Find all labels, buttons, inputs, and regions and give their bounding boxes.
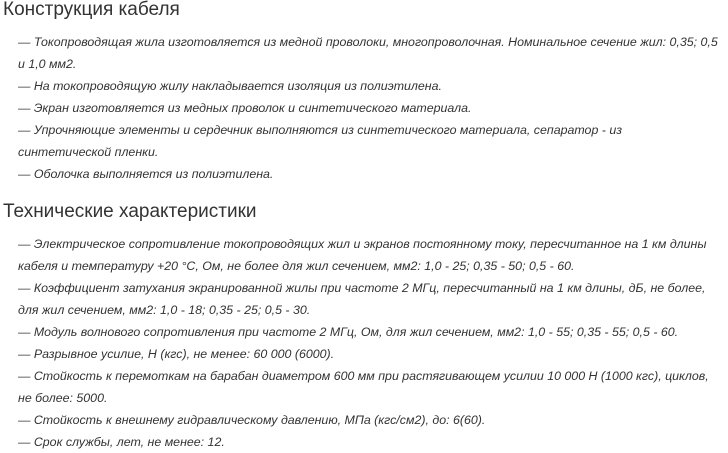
list-item: — На токопроводящую жилу накладывается изоляция из полиэтилена. — [18, 79, 442, 93]
list-item: — Стойкость к внешнему гидравлическому давлению, МПа (кгс/см2), до: 6(60). — [18, 413, 486, 427]
list-item: — Электрическое сопротивление токопроводящих жил и экранов постоянному току, пересчитанное на 1 км длины кабеля и температуру +20 °С, Ом, не более для жил сечением, мм2: 1,0 - 25; 0,35 - 50; 0,5 - 60. — [18, 237, 707, 273]
list-item: — Упрочняющие элементы и сердечник выполняются из синтетического материала, сепаратор - из синтетической пленки. — [18, 123, 623, 159]
list-item: — Разрывное усилие, Н (кгс), не менее: 60 000 (6000). — [18, 347, 335, 361]
section-title-technical-specs: Технические характеристики — [3, 201, 257, 222]
list-item: — Стойкость к перемоткам на барабан диаметром 600 мм при растягивающем усилии 10 000 Н (1000 кгс), циклов, не более: 5000. — [18, 369, 709, 405]
list-item: — Срок службы, лет, не менее: 12. — [18, 435, 225, 449]
list-item: — Токопроводящая жила изготовляется из медной проволоки, многопроволочная. Номинальное сечение жил: 0,35; 0,5 и 1,0 мм2. — [18, 35, 718, 71]
list-item: — Экран изготовляется из медных проволок и синтетического материала. — [18, 101, 472, 115]
section-title-cable-construction: Конструкция кабеля — [3, 0, 180, 20]
list-item: — Коэффициент затухания экранированной жилы при частоте 2 МГц, пересчитанный на 1 км длины, дБ, не более, для жил сечением, мм2: 1,0 - 18; 0,35 - 25; 0,5 - 30. — [18, 281, 706, 317]
technical-specs-list — [18, 233, 718, 453]
list-item: — Оболочка выполняется из полиэтилена. — [18, 167, 274, 181]
list-item: — Модуль волнового сопротивления при частоте 2 МГц, Ом, для жил сечением, мм2: 1,0 - 55; 0,35 - 55; 0,5 - 60. — [18, 325, 679, 339]
cable-construction-list — [18, 31, 718, 185]
